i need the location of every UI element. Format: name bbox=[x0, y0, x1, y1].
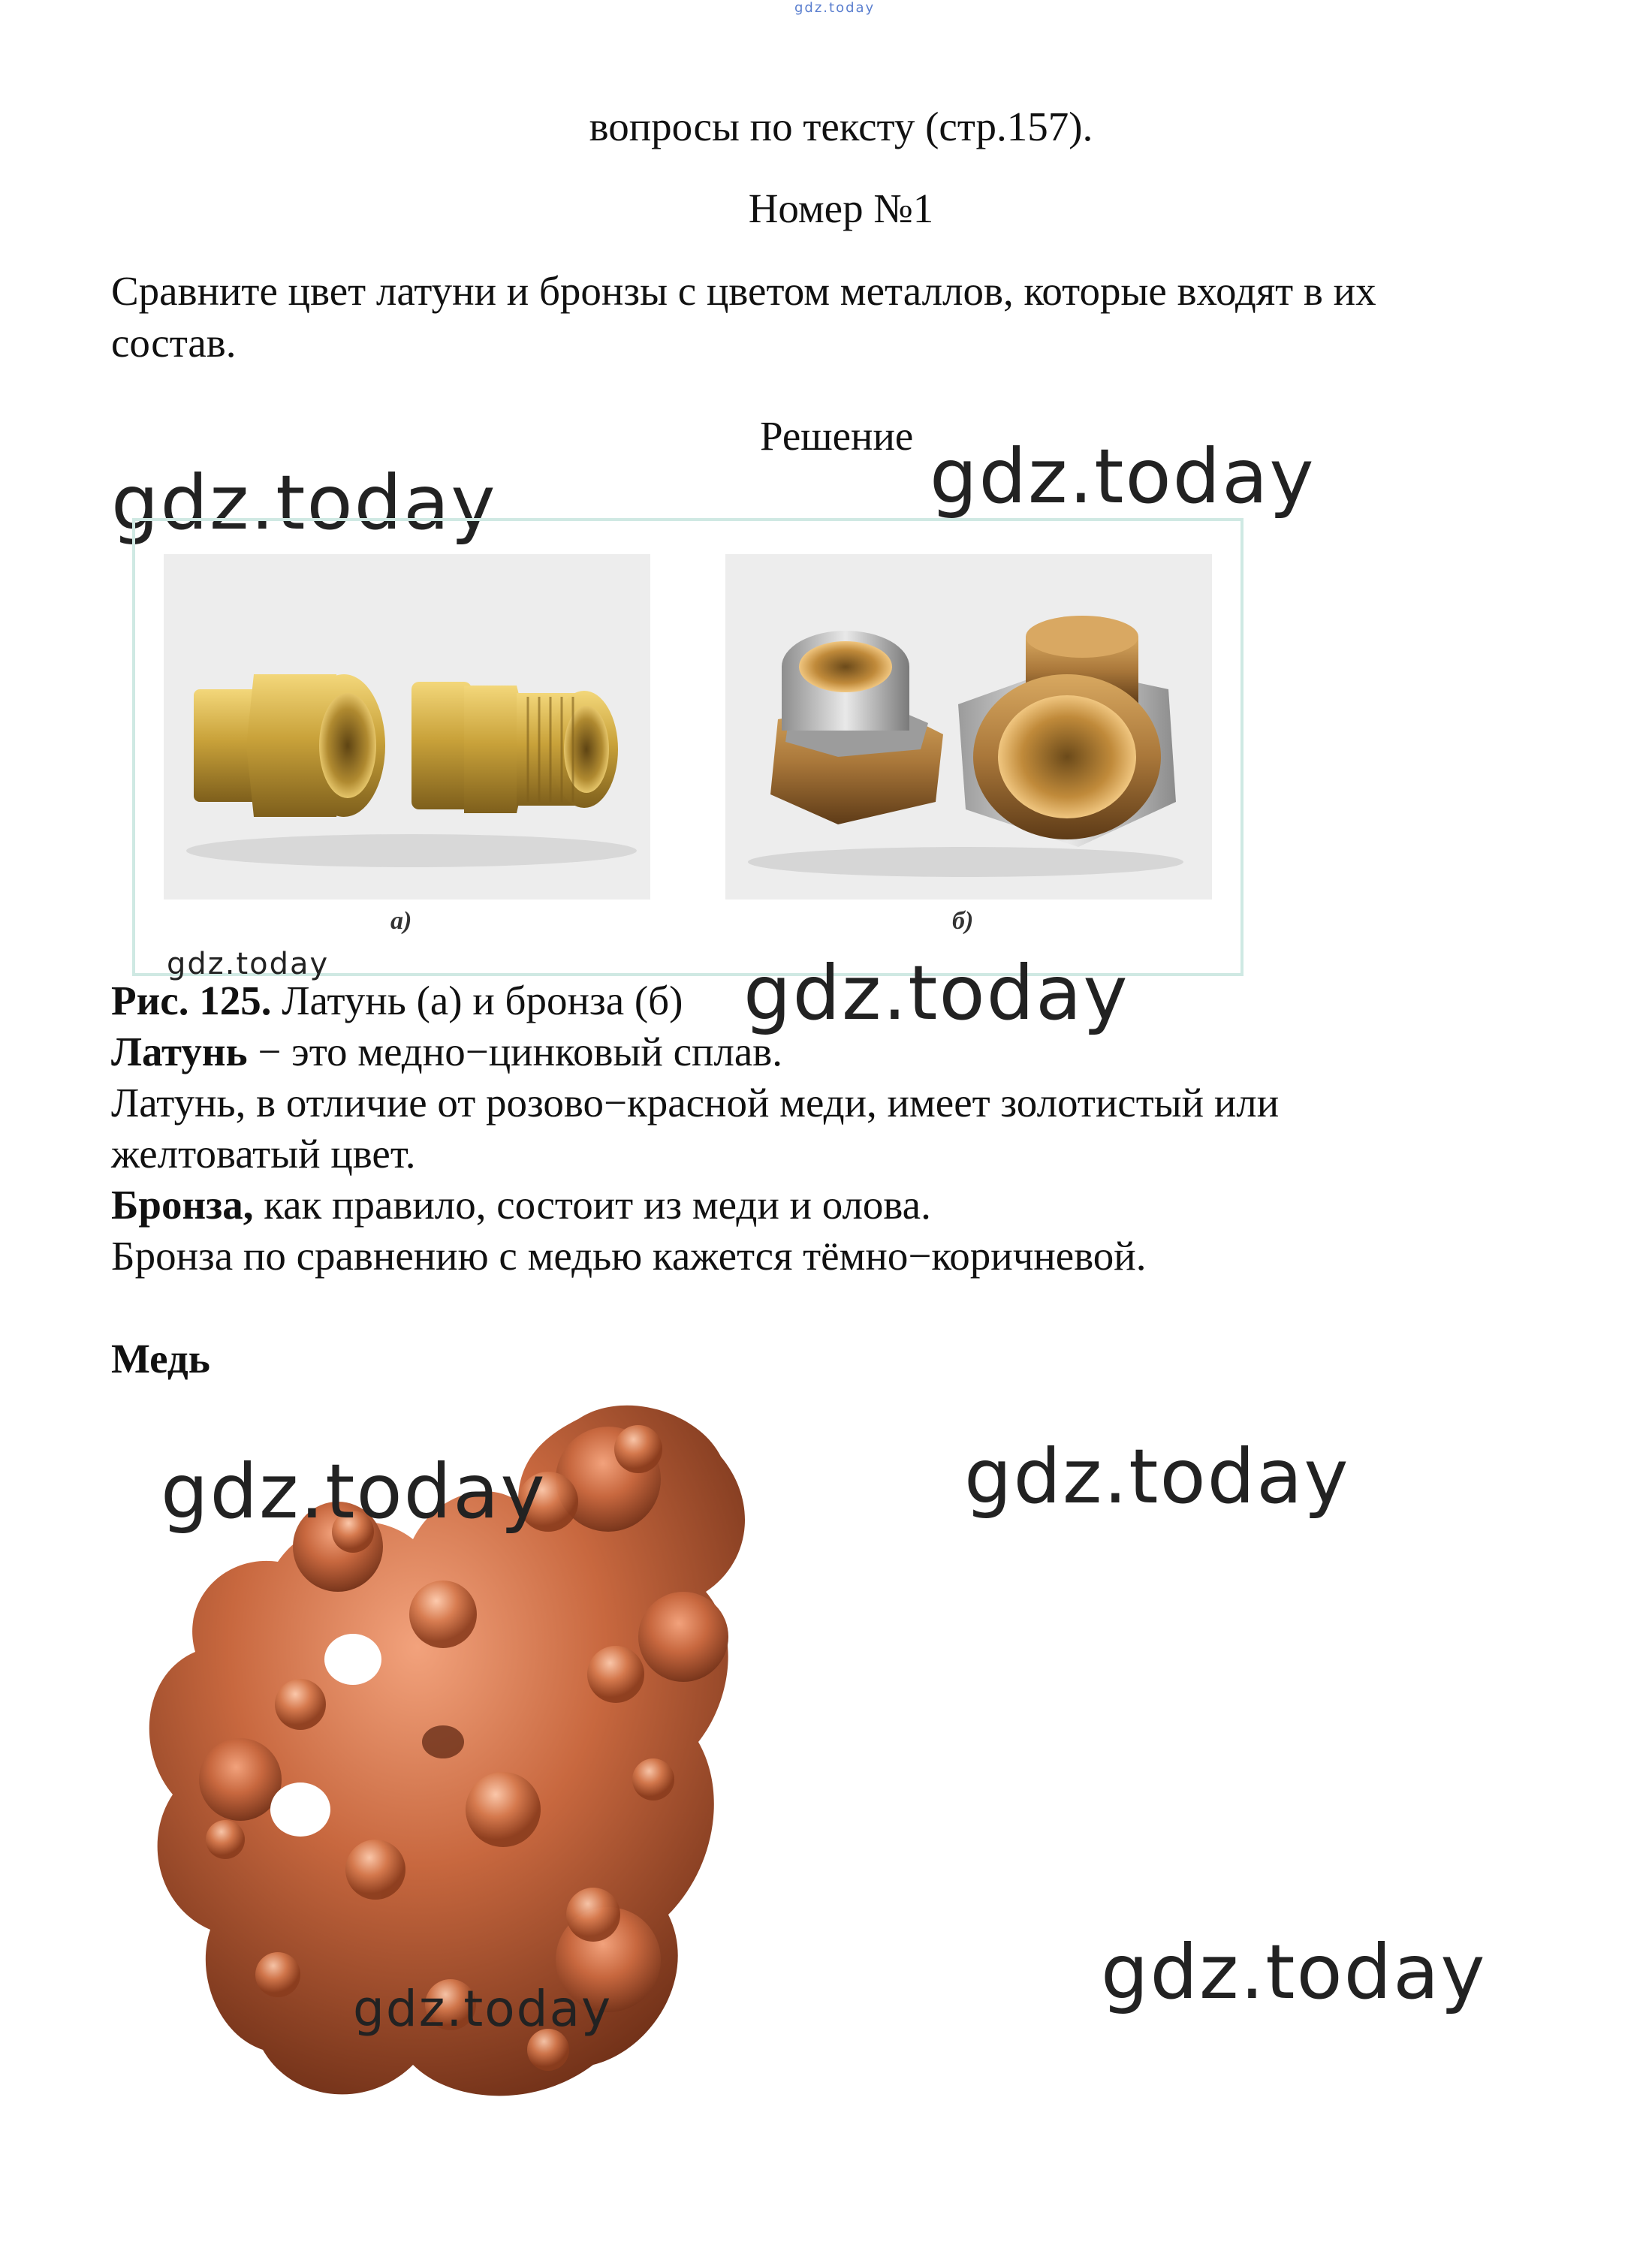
brass-term: Латунь bbox=[111, 1029, 248, 1074]
watermark: gdz.today bbox=[930, 432, 1316, 520]
figure-caption bbox=[111, 976, 683, 1026]
question-line-2: состав. bbox=[111, 320, 237, 366]
top-watermark: gdz.today bbox=[794, 0, 876, 16]
brass-fittings-photo bbox=[164, 554, 650, 900]
bronze-definition bbox=[111, 1180, 931, 1230]
brass-def-text: − это медно−цинковый сплав. bbox=[247, 1029, 782, 1074]
brass-line-1: Латунь, в отличие от розово−красной меди, имеет золотистый или bbox=[111, 1080, 1280, 1126]
brass-fittings-illustration bbox=[164, 554, 650, 900]
copper-heading: Медь bbox=[111, 1336, 210, 1382]
bronze-fittings-photo bbox=[725, 554, 1212, 900]
bronze-term: Бронза, bbox=[111, 1182, 254, 1228]
brass-definition bbox=[111, 1027, 782, 1077]
brass-line-2: желтоватый цвет. bbox=[111, 1131, 416, 1177]
figure-label-a: а) bbox=[390, 907, 412, 935]
watermark: gdz.today bbox=[743, 949, 1129, 1037]
watermark: gdz.today bbox=[1101, 1928, 1487, 2016]
solution-label: Решение bbox=[760, 413, 914, 459]
watermark: gdz.today bbox=[167, 947, 330, 981]
watermark: gdz.today bbox=[353, 1980, 613, 2038]
question-line-1: Сравните цвет латуни и бронзы с цветом металлов, которые входят в их bbox=[111, 268, 1376, 314]
figure-caption-label: Рис. 125. bbox=[111, 978, 272, 1023]
page-subtitle: вопросы по тексту (стр.157). bbox=[589, 104, 1093, 149]
watermark: gdz.today bbox=[111, 459, 497, 547]
watermark: gdz.today bbox=[161, 1448, 547, 1535]
bronze-fittings-illustration bbox=[725, 554, 1212, 900]
figure-label-b: б) bbox=[952, 907, 974, 935]
figure-caption-text: Латунь (а) и бронза (б) bbox=[271, 978, 683, 1023]
bronze-line: Бронза по сравнению с медью кажется тёмно−коричневой. bbox=[111, 1233, 1147, 1279]
watermark: gdz.today bbox=[964, 1433, 1350, 1520]
exercise-number: Номер №1 bbox=[748, 185, 934, 231]
bronze-def-text: как правило, состоит из меди и олова. bbox=[253, 1182, 931, 1228]
